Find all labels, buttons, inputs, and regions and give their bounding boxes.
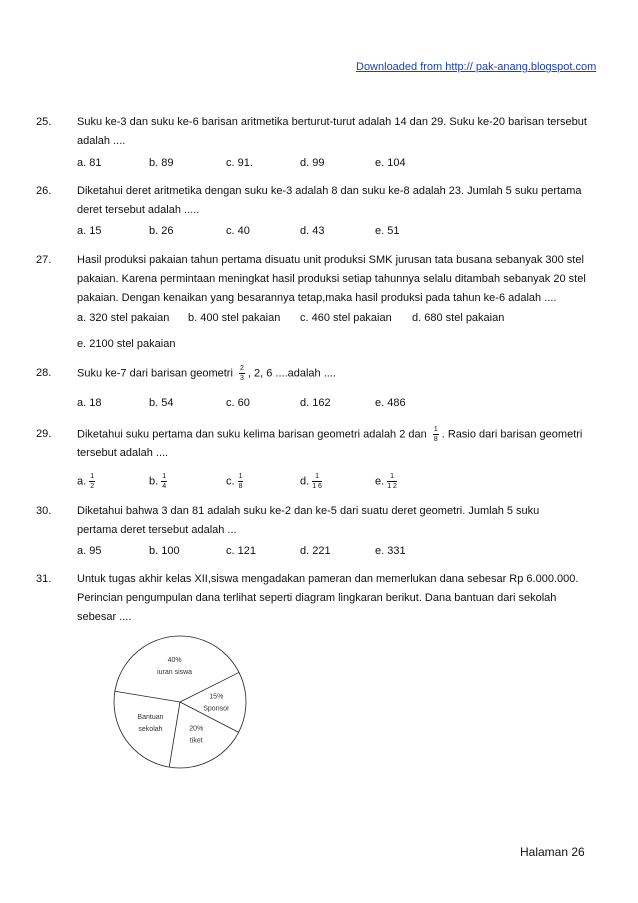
pie-chart: [110, 632, 250, 772]
question-27: [36, 251, 596, 308]
question-31: [36, 570, 596, 627]
option-b[interactable]: b. 54: [149, 397, 174, 409]
slice-sponsor-label-top: 15%: [209, 693, 224, 701]
download-link[interactable]: Downloaded from http:// pak-anang.blogspot.com: [356, 61, 597, 73]
option-c[interactable]: c. $\frac{1}{8}$: [226, 473, 243, 490]
slice-bantuan-sekolah-label-bottom: sekolah: [138, 726, 163, 734]
option-c[interactable]: c. 91.: [226, 157, 253, 169]
slice-bantuan-sekolah-label-top: Bantuan: [137, 714, 164, 722]
option-c[interactable]: c. 60: [226, 397, 250, 409]
option-d[interactable]: d. $\frac{1}{1 6}$: [300, 473, 322, 490]
question-29: [36, 425, 596, 463]
question-text-line: pakaian. Dengan kenaikan yang besarannya tetap,maka hasil produksi pada tahun ke-6 adalah ....: [77, 292, 557, 304]
option-c[interactable]: c. 121: [226, 545, 256, 557]
question-text-line: Diketahui bahwa 3 dan 81 adalah suku ke-2 dan ke-5 dari suatu deret geometri. Jumlah 5 suku: [77, 505, 540, 517]
question-text-line: deret tersebut adalah .....: [77, 204, 200, 216]
question-number: 26.: [36, 185, 52, 197]
question-number: 30.: [36, 505, 52, 517]
option-d[interactable]: d. 162: [300, 397, 331, 409]
question-text-line: adalah ....: [77, 135, 126, 147]
option-a[interactable]: a. 95: [77, 545, 102, 557]
question-text: Suku ke-7 dari barisan geometri: [77, 367, 233, 380]
option-a[interactable]: a. 18: [77, 397, 102, 409]
option-b[interactable]: b. 400 stel pakaian: [188, 312, 281, 324]
option-a[interactable]: a. 320 stel pakaian: [77, 312, 170, 324]
option-a[interactable]: a. 15: [77, 225, 102, 237]
option-d[interactable]: d. 99: [300, 157, 325, 169]
option-c[interactable]: c. 40: [226, 225, 250, 237]
question-text-line: sebesar ....: [77, 611, 132, 623]
option-b[interactable]: b. 89: [149, 157, 174, 169]
option-e[interactable]: e. 104: [375, 157, 406, 169]
option-e[interactable]: e. 2100 stel pakaian: [77, 338, 176, 350]
option-c[interactable]: c. 460 stel pakaian: [300, 312, 392, 324]
option-b[interactable]: b. $\frac{1}{4}$: [149, 473, 167, 490]
question-number: 25.: [36, 116, 52, 128]
question-text-line: pertama deret tersebut adalah ...: [77, 524, 237, 536]
question-text: , 2, 6 ....adalah ....: [247, 367, 336, 380]
slice-tiket-label-bottom: tiket: [189, 737, 203, 745]
slice-iuran-siswa-label-bottom: iuran siswa: [157, 669, 193, 677]
option-e[interactable]: e. 331: [375, 545, 406, 557]
question-text-line: Perincian pengumpulan dana terlihat seperti diagram lingkaran berikut. Dana bantuan dari sekolah: [77, 592, 557, 604]
option-d[interactable]: d. 221: [300, 545, 331, 557]
question-text-line: Suku ke-3 dan suku ke-6 barisan aritmetika berturut-turut adalah 14 dan 29. Suku ke-20 barisan tersebut: [77, 116, 587, 128]
fraction: $\frac{2}{3}$: [239, 365, 244, 382]
question-30: [36, 502, 596, 540]
page-number: Halaman 26: [520, 845, 585, 859]
question-number: 28.: [36, 367, 52, 379]
option-d[interactable]: d. 43: [300, 225, 325, 237]
fraction: $\frac{1}{8}$: [433, 426, 438, 443]
slice-sponsor-label-bottom: Sponsor: [203, 705, 230, 713]
option-a[interactable]: a. 81: [77, 157, 102, 169]
question-25: [36, 113, 596, 151]
slice-tiket-label-top: 20%: [189, 725, 204, 733]
option-e[interactable]: e. $\frac{1}{1 2}$: [375, 473, 397, 490]
option-b[interactable]: b. 100: [149, 545, 180, 557]
question-26: [36, 182, 596, 220]
question-text: . Rasio dari barisan geometri: [441, 428, 583, 441]
question-text-line: Untuk tugas akhir kelas XII,siswa mengadakan pameran dan memerlukan dana sebesar Rp 6.000.000.: [77, 573, 579, 585]
question-text-line: Diketahui deret aritmetika dengan suku ke-3 adalah 8 dan suku ke-8 adalah 23. Jumlah 5 suku pertama: [77, 185, 582, 197]
question-28: [36, 364, 596, 383]
option-e[interactable]: e. 51: [375, 225, 400, 237]
question-number: 29.: [36, 428, 52, 440]
question-number: 31.: [36, 573, 52, 585]
question-number: 27.: [36, 254, 52, 266]
slice-iuran-siswa-label-top: 40%: [167, 657, 182, 665]
question-text-line: pakaian. Karena permintaan meningkat hasil produksi setiap tahunnya selalu ditambah sebanyak 20 stel: [77, 273, 586, 285]
option-d[interactable]: d. 680 stel pakaian: [412, 312, 505, 324]
question-text: Diketahui suku pertama dan suku kelima barisan geometri adalah 2 dan: [77, 428, 427, 441]
option-b[interactable]: b. 26: [149, 225, 174, 237]
option-e[interactable]: e. 486: [375, 397, 406, 409]
option-a[interactable]: a. $\frac{1}{2}$: [77, 473, 95, 490]
question-text-line: tersebut adalah ....: [77, 447, 169, 460]
question-text-line: Hasil produksi pakaian tahun pertama disuatu unit produksi SMK jurusan tata busana sebanyak 300 stel: [77, 254, 584, 266]
